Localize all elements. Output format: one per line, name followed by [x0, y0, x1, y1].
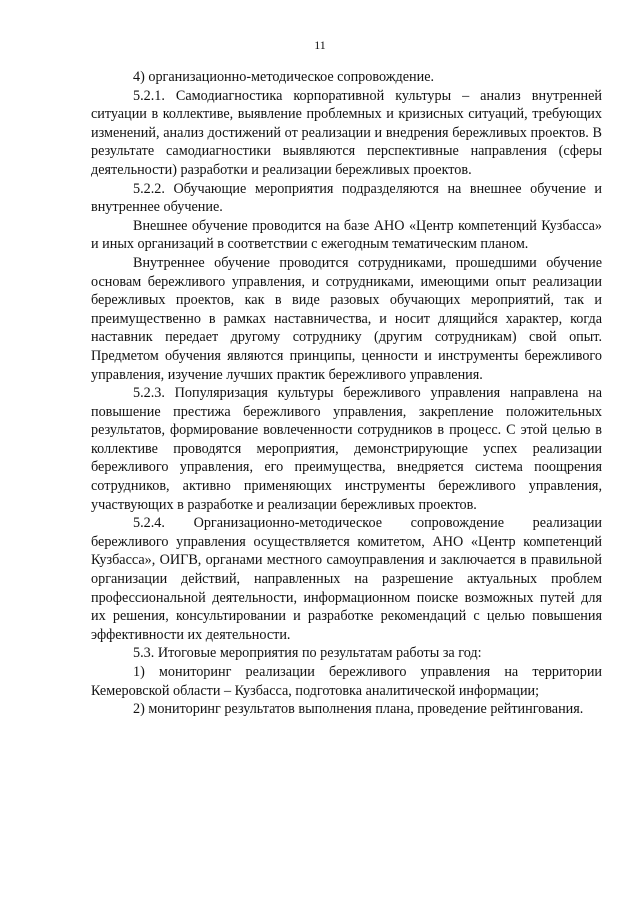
paragraph-5-3: 5.3. Итоговые мероприятия по результатам работы за год:: [133, 645, 482, 662]
page-number: 11: [314, 38, 326, 52]
paragraph-external-training: Внешнее обучение проводится на базе АНО «Центр компетенций Кузбасса» и иных организаций в соответствии с ежегодным тематическим планом.: [91, 217, 602, 253]
paragraph-5-2-1: 5.2.1. Самодиагностика корпоративной культуры – анализ внутренней ситуации в коллективе, выявление проблемных и кризисных ситуаций, требующих изменений, анализ достижений от реализации и внедрения бережливых проектов. В результате самодиагностики выявляются перспективные направления (сферы деятельности) разработки и реализации бережливых проектов.: [91, 87, 602, 178]
paragraph-list-item-1: 1) мониторинг реализации бережливого управления на территории Кемеровской области – Кузбасса, подготовка аналитической информации;: [91, 664, 602, 699]
paragraph-5-2-2: 5.2.2. Обучающие мероприятия подразделяются на внешнее обучение и внутреннее обучение.: [91, 180, 602, 216]
document-body: [91, 68, 602, 719]
paragraph-list-item-2: 2) мониторинг результатов выполнения плана, проведение рейтингования.: [133, 701, 584, 718]
paragraph-5-2-4: 5.2.4. Организационно-методическое сопровождение реализации бережливого управления осуществляется комитетом, АНО «Центр компетенций Кузбасса», ОИГВ, органами местного самоуправления и заключается в правильной организации действий, направленных на разрешение актуальных проблем профессиональной деятельности, информационном поиске возможных путей для их решения, консультировании и разработке рекомендаций с целью повышения эффективности их деятельности.: [91, 515, 602, 643]
paragraph-internal-training: Внутреннее обучение проводится сотрудниками, прошедшими обучение основам бережливого управления, и сотрудниками, имеющими опыт реализации бережливых проектов, как в виде разовых обучающих мероприятий, так и преимущественно в рамках наставничества, и носит длящийся характер, когда наставник передает другому сотруднику (другим сотрудникам) свой опыт. Предметом обучения являются принципы, ценности и инструменты бережливого управления, изучение лучших практик бережливого управления.: [91, 254, 602, 383]
paragraph-5-2-3: 5.2.3. Популяризация культуры бережливого управления направлена на повышение престижа бережливого управления, закрепление положительных результатов, формирование вовлеченности сотрудников в процесс. С этой целью в коллективе проводятся мероприятия, демонстрирующие успех реализации бережливого управления, его преимущества, внедряется система поощрения сотрудников, активно применяющих инструменты бережливого управления, участвующих в разработке и реализации бережливых проектов.: [91, 385, 602, 513]
paragraph-item-4: 4) организационно-методическое сопровождение.: [133, 69, 435, 85]
